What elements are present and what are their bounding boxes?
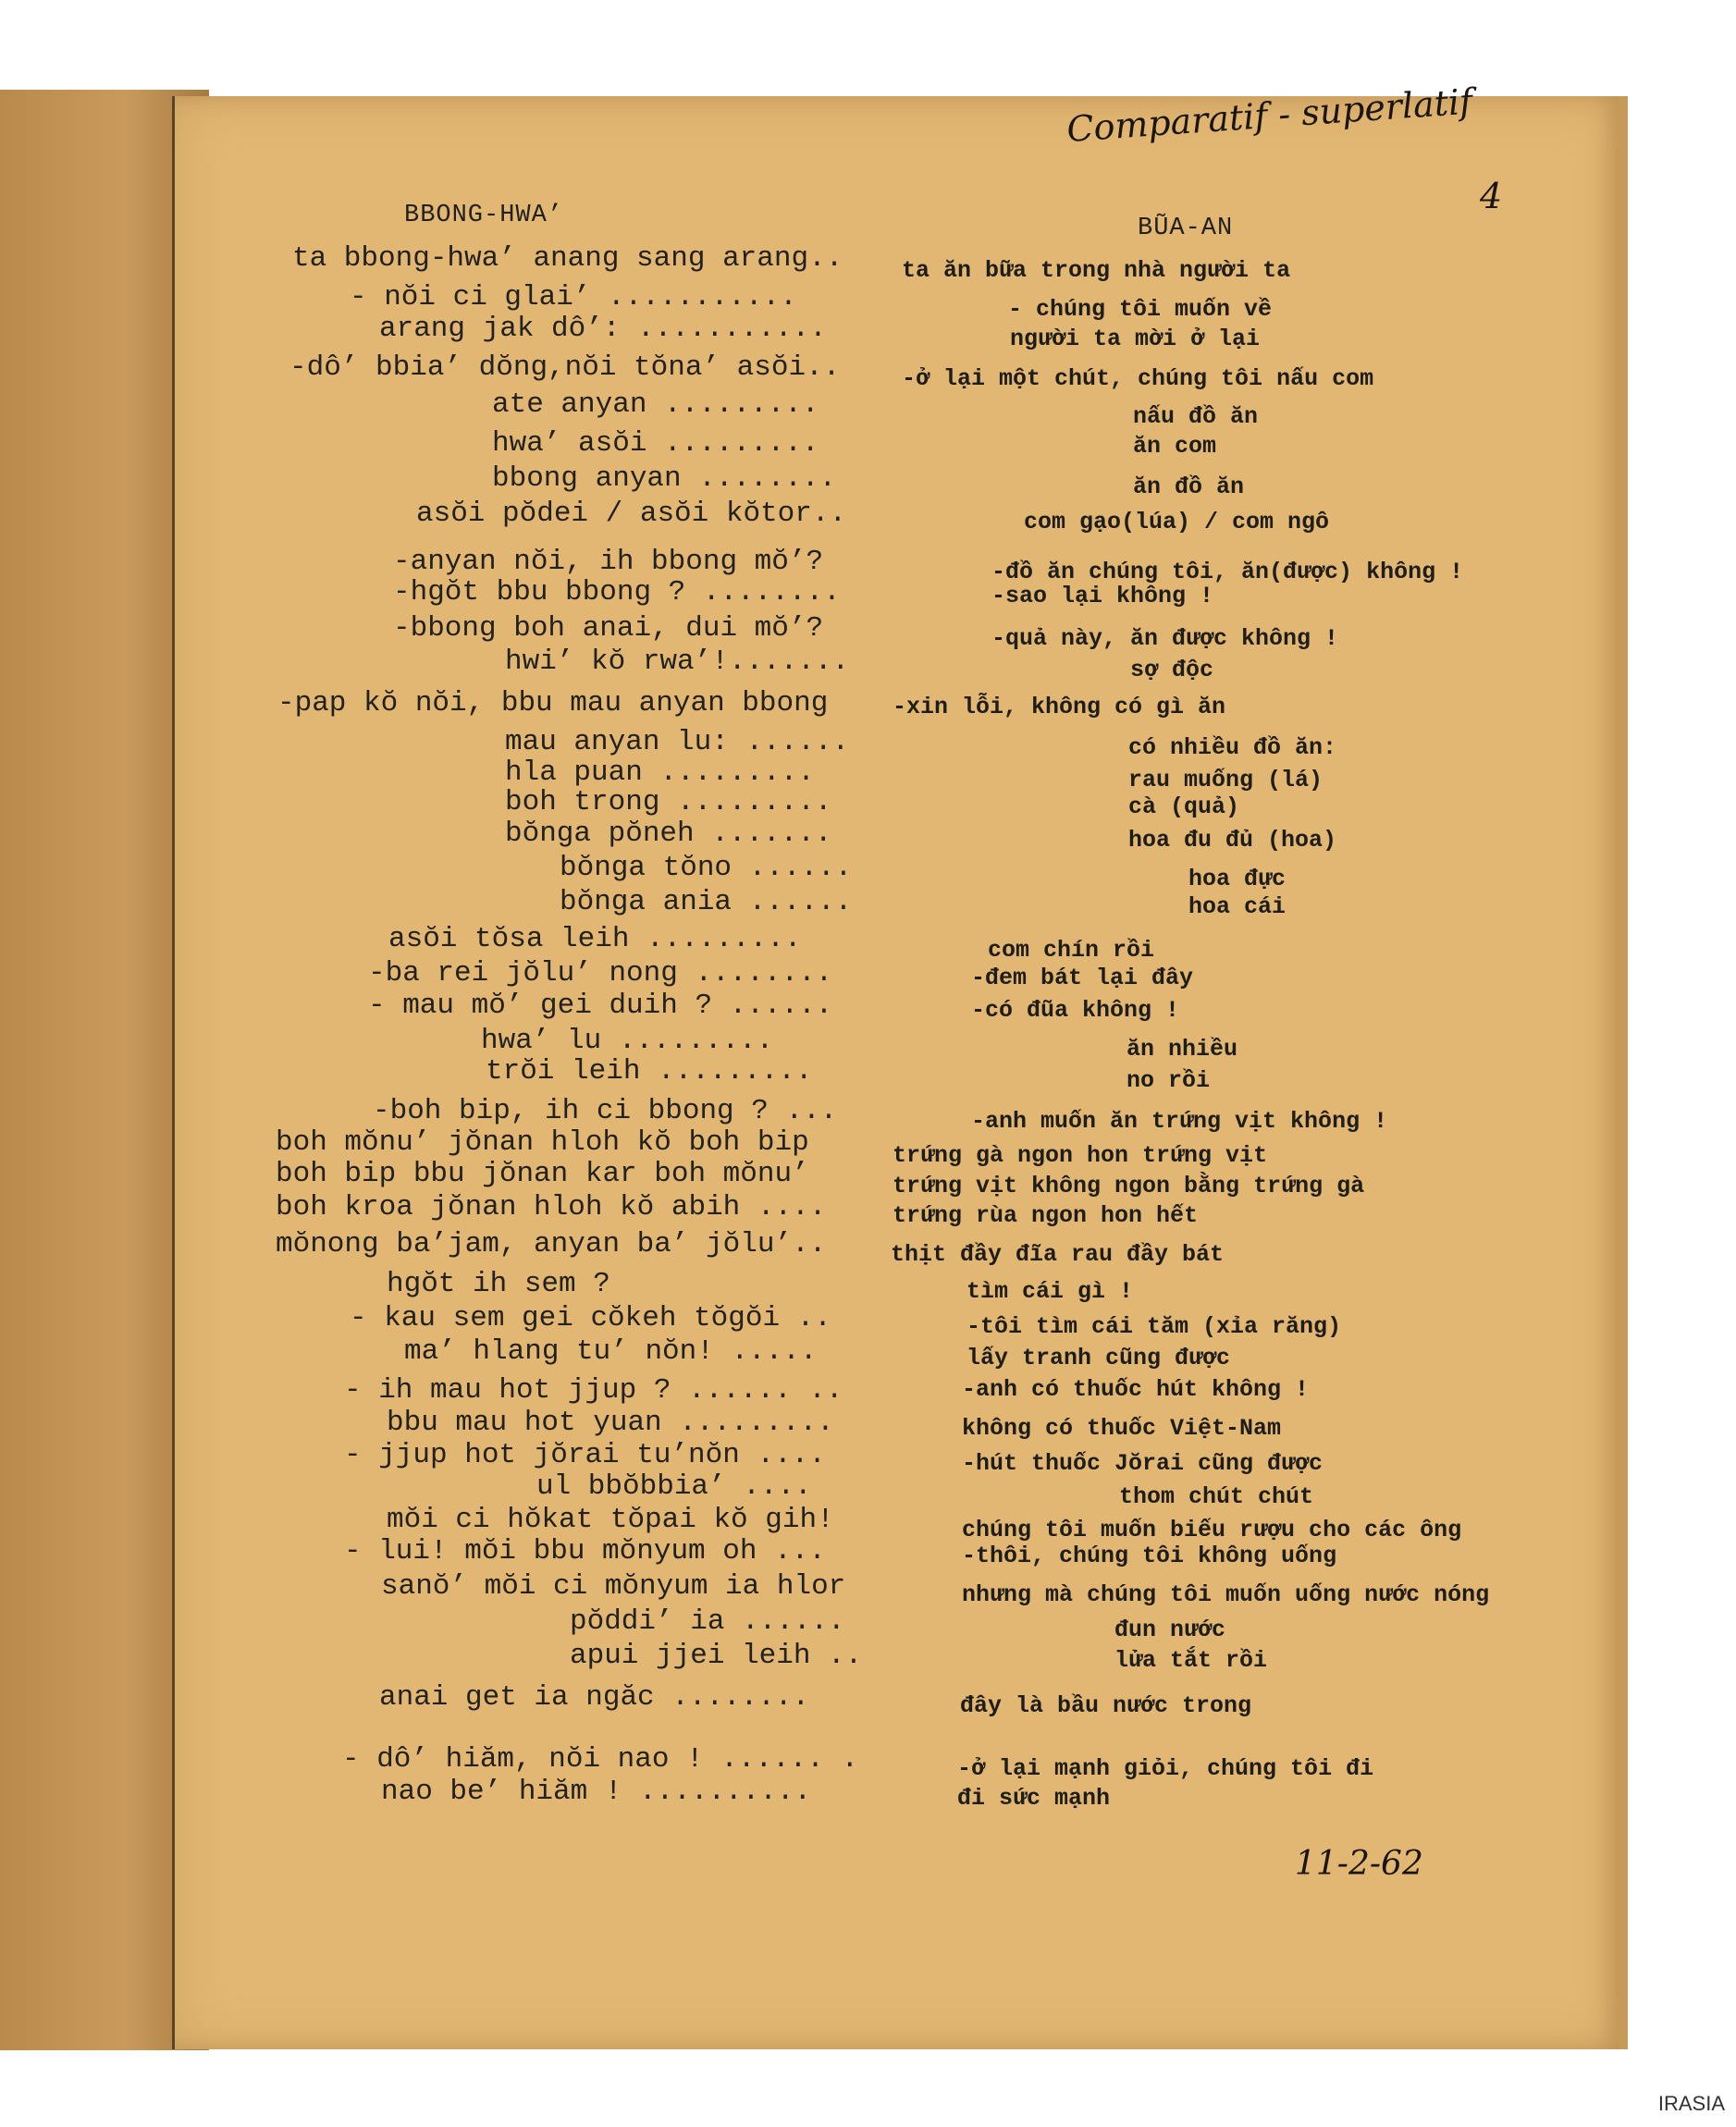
- jarai-line: apui jjei leih ..: [570, 1640, 863, 1672]
- jarai-line: mŏnong ba’jam, anyan ba’ jŏlu’..: [276, 1228, 827, 1260]
- vietnamese-line: com gạo(lúa) / com ngô: [1024, 509, 1330, 535]
- vietnamese-line: com chín rồi: [988, 937, 1155, 964]
- vietnamese-line: -anh muốn ăn trứng vịt không !: [971, 1108, 1388, 1135]
- vietnamese-line: có nhiều đồ ăn:: [1128, 734, 1337, 761]
- vietnamese-line: -có đũa không !: [971, 997, 1180, 1024]
- jarai-line: -pap kŏ nŏi, bbu mau anyan bbong: [277, 687, 829, 719]
- jarai-line: - dô’ hiăm, nŏi nao ! ...... .: [342, 1743, 859, 1776]
- jarai-line: hwa’ asŏi .........: [492, 427, 819, 460]
- jarai-line: hwi’ kŏ rwa’!.......: [505, 645, 850, 678]
- vietnamese-line: đi sức mạnh: [957, 1785, 1111, 1812]
- jarai-line: bŏnga tŏno ......: [560, 852, 853, 884]
- vietnamese-line: -đồ ăn chúng tôi, ăn(được) không !: [991, 559, 1464, 585]
- vietnamese-line: trứng rùa ngon hon hết: [893, 1202, 1199, 1229]
- vietnamese-line: ta ăn bữa trong nhà người ta: [902, 257, 1291, 284]
- vietnamese-line: thịt đầy đĩa rau đầy bát: [891, 1241, 1225, 1268]
- jarai-line: - jjup hot jŏrai tu’nŏn ....: [344, 1439, 826, 1471]
- vietnamese-line: sợ độc: [1130, 657, 1214, 683]
- jarai-line: trŏi leih .........: [486, 1055, 813, 1088]
- jarai-line: boh mŏnu’ jŏnan hloh kŏ boh bip: [276, 1126, 809, 1159]
- vietnamese-line: không có thuốc Việt-Nam: [962, 1415, 1282, 1442]
- vietnamese-line: nhưng mà chúng tôi muốn uống nước nóng: [962, 1581, 1490, 1608]
- vietnamese-line: đây là bầu nước trong: [960, 1692, 1252, 1719]
- jarai-line: - mau mŏ’ gei duih ? ......: [368, 990, 833, 1022]
- vietnamese-line: ăn đồ ăn: [1133, 473, 1245, 500]
- jarai-line: - kau sem gei cŏkeh tŏgŏi ..: [350, 1302, 831, 1334]
- vietnamese-line: thom chút chút: [1119, 1483, 1314, 1510]
- vietnamese-line: -hút thuốc Jŏrai cũng được: [962, 1450, 1324, 1477]
- page-number: 4: [1480, 176, 1503, 216]
- jarai-line: nao be’ hiăm ! ..........: [381, 1776, 812, 1808]
- vietnamese-line: trứng vịt không ngon bằng trứng gà: [893, 1173, 1365, 1199]
- jarai-line: ma’ hlang tu’ nŏn! .....: [404, 1335, 818, 1368]
- jarai-line: boh trong .........: [505, 786, 832, 818]
- vietnamese-line: ăn nhiều: [1127, 1036, 1238, 1063]
- jarai-heading: BBONG-HWA’: [404, 202, 564, 229]
- vietnamese-line: -ở lại mạnh giỏi, chúng tôi đi: [957, 1755, 1374, 1782]
- vietnamese-heading: BŨA-AN: [1138, 215, 1234, 242]
- jarai-line: asŏi tŏsa leih .........: [388, 923, 802, 955]
- jarai-line: hgŏt ih sem ?: [387, 1268, 610, 1300]
- jarai-line: ta bbong-hwa’ anang sang arang..: [292, 242, 843, 275]
- vietnamese-line: lửa tắt rồi: [1114, 1647, 1268, 1674]
- handwritten-note: Comparatif - superlatif: [1065, 80, 1474, 150]
- vietnamese-line: nấu đồ ăn: [1133, 403, 1259, 430]
- vietnamese-line: trứng gà ngon hon trứng vịt: [893, 1142, 1268, 1169]
- jarai-line: -anyan nŏi, ih bbong mŏ’?: [393, 546, 824, 578]
- vietnamese-line: tìm cái gì !: [966, 1278, 1134, 1305]
- vietnamese-line: -ở lại một chút, chúng tôi nấu com: [902, 365, 1374, 392]
- vietnamese-line: -thôi, chúng tôi không uống: [962, 1543, 1337, 1569]
- jarai-line: anai get ia ngăc ........: [379, 1681, 810, 1714]
- page-edge: [1619, 96, 1628, 2049]
- jarai-line: - ih mau hot jjup ? ...... ..: [344, 1374, 843, 1407]
- jarai-line: bbong anyan ........: [492, 462, 837, 495]
- jarai-line: -hgŏt bbu bbong ? ........: [393, 576, 841, 609]
- jarai-line: bŏnga pŏneh .......: [505, 818, 832, 850]
- vietnamese-line: cà (quả): [1128, 793, 1240, 820]
- vietnamese-line: -sao lại không !: [991, 583, 1214, 609]
- handwritten-date: 11-2-62: [1295, 1845, 1423, 1883]
- vietnamese-line: -đem bát lại đây: [971, 965, 1194, 991]
- jarai-line: -dô’ bbia’ dŏng,nŏi tŏna’ asŏi..: [289, 351, 841, 384]
- jarai-line: -boh bip, ih ci bbong ? ...: [373, 1095, 838, 1127]
- vietnamese-line: no rồi: [1127, 1067, 1211, 1094]
- vietnamese-line: hoa cái: [1188, 893, 1287, 920]
- jarai-line: bbu mau hot yuan .........: [387, 1407, 834, 1439]
- jarai-line: sanŏ’ mŏi ci mŏnyum ia hlor: [381, 1570, 846, 1603]
- jarai-line: - lui! mŏi bbu mŏnyum oh ...: [344, 1535, 826, 1568]
- jarai-line: mau anyan lu: ......: [505, 726, 850, 758]
- vietnamese-line: rau muống (lá): [1128, 767, 1324, 793]
- vietnamese-line: hoa đu đủ (hoa): [1128, 827, 1337, 854]
- jarai-line: pŏddi’ ia ......: [570, 1605, 845, 1638]
- jarai-line: -bbong boh anai, dui mŏ’?: [393, 612, 824, 645]
- vietnamese-line: -anh có thuốc hút không !: [962, 1376, 1310, 1403]
- jarai-line: arang jak dô’: ...........: [379, 313, 827, 345]
- vietnamese-line: -tôi tìm cái tăm (xỉa răng): [966, 1313, 1342, 1340]
- vietnamese-line: đun nước: [1114, 1617, 1226, 1643]
- jarai-line: ate anyan .........: [492, 388, 819, 421]
- jarai-line: boh bip bbu jŏnan kar boh mŏnu’: [276, 1158, 809, 1190]
- jarai-line: mŏi ci hŏkat tŏpai kŏ gih!: [387, 1504, 834, 1536]
- vietnamese-line: chúng tôi muốn biếu rượu cho các ông: [962, 1517, 1462, 1543]
- vietnamese-line: -quả này, ăn được không !: [991, 625, 1339, 652]
- vietnamese-line: ăn com: [1133, 433, 1217, 460]
- jarai-line: bŏnga ania ......: [560, 886, 853, 918]
- jarai-line: hla puan .........: [505, 756, 815, 789]
- jarai-line: -ba rei jŏlu’ nong ........: [368, 957, 833, 990]
- vietnamese-line: hoa đực: [1188, 866, 1287, 892]
- jarai-line: ul bbŏbbia’ ....: [536, 1470, 812, 1503]
- jarai-line: asŏi pŏdei / asŏi kŏtor..: [416, 498, 847, 530]
- jarai-line: hwa’ lu .........: [481, 1025, 774, 1057]
- vietnamese-line: -xin lỗi, không có gì ăn: [893, 694, 1226, 720]
- vietnamese-line: người ta mời ở lại: [1010, 326, 1261, 352]
- jarai-line: boh kroa jŏnan hloh kŏ abih ....: [276, 1191, 827, 1223]
- jarai-line: - nŏi ci glai’ ...........: [350, 281, 797, 314]
- archive-credit: IRASIA: [1657, 2092, 1725, 2115]
- vietnamese-line: lấy tranh cũng được: [966, 1345, 1231, 1371]
- vietnamese-line: - chúng tôi muốn về: [1008, 296, 1273, 323]
